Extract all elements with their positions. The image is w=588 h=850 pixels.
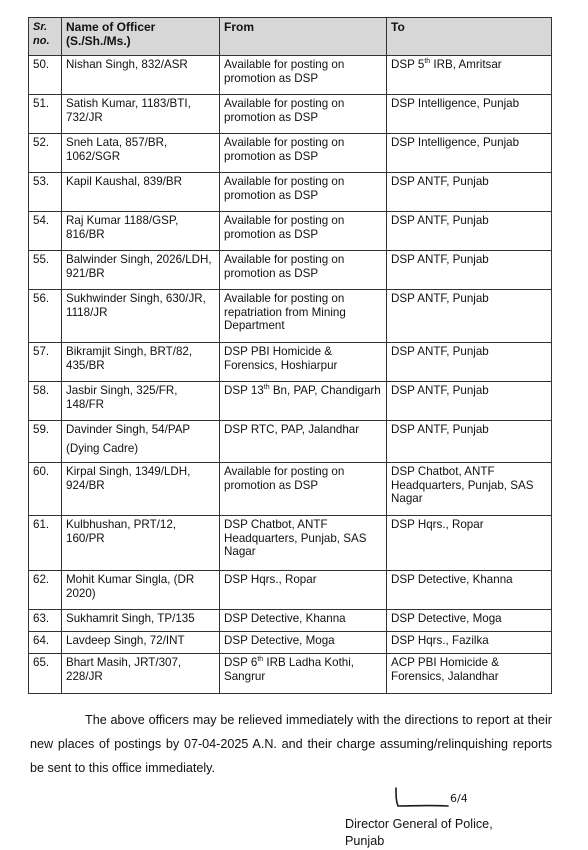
header-to: To <box>387 18 552 56</box>
cell-officer-name: Sneh Lata, 857/BR, 1062/SGR <box>62 134 220 173</box>
cell-officer-name: Sukhwinder Singh, 630/JR, 1118/JR <box>62 290 220 343</box>
cell-to: DSP ANTF, Punjab <box>387 382 552 421</box>
cell-to: DSP ANTF, Punjab <box>387 290 552 343</box>
cell-sr-no: 57. <box>29 343 62 382</box>
cell-to: DSP ANTF, Punjab <box>387 343 552 382</box>
cell-officer-name: Nishan Singh, 832/ASR <box>62 56 220 95</box>
cell-officer-name: Kapil Kaushal, 839/BR <box>62 173 220 212</box>
table-row <box>29 173 552 212</box>
table-row <box>29 632 552 654</box>
cell-to: DSP Intelligence, Punjab <box>387 95 552 134</box>
table-row <box>29 290 552 343</box>
table-row <box>29 421 552 463</box>
cell-sr-no: 50. <box>29 56 62 95</box>
cell-sr-no: 64. <box>29 632 62 654</box>
cell-from: Available for posting on promotion as DSP <box>220 251 387 290</box>
table-row <box>29 95 552 134</box>
cell-officer-name: Davinder Singh, 54/PAP (Dying Cadre) <box>62 421 220 463</box>
dying-cadre-note: (Dying Cadre) <box>66 441 139 455</box>
table-row <box>29 382 552 421</box>
cell-officer-name: Bikramjit Singh, BRT/82, 435/BR <box>62 343 220 382</box>
cell-sr-no: 56. <box>29 290 62 343</box>
cell-from: DSP PBI Homicide & Forensics, Hoshiarpur <box>220 343 387 382</box>
cell-sr-no: 59. <box>29 421 62 463</box>
cell-officer-name: Mohit Kumar Singla, (DR 2020) <box>62 571 220 610</box>
cell-officer-name: Sukhamrit Singh, TP/135 <box>62 610 220 632</box>
cell-sr-no: 53. <box>29 173 62 212</box>
signatory-state: Punjab <box>345 834 385 848</box>
cell-from: Available for posting on promotion as DSP <box>220 56 387 95</box>
cell-to: ACP PBI Homicide & Forensics, Jalandhar <box>387 654 552 694</box>
cell-from: DSP Detective, Khanna <box>220 610 387 632</box>
cell-to: DSP ANTF, Punjab <box>387 421 552 463</box>
cell-to: DSP Intelligence, Punjab <box>387 134 552 173</box>
cell-from: DSP Detective, Moga <box>220 632 387 654</box>
cell-officer-name: Kulbhushan, PRT/12, 160/PR <box>62 516 220 571</box>
table-row <box>29 516 552 571</box>
cell-to: DSP ANTF, Punjab <box>387 212 552 251</box>
table-row <box>29 571 552 610</box>
cell-sr-no: 60. <box>29 463 62 516</box>
cell-to: DSP Detective, Khanna <box>387 571 552 610</box>
signatory-designation: Director General of Police, <box>345 817 493 831</box>
table-row <box>29 463 552 516</box>
closing-paragraph: The above officers may be relieved immediately with the directions to report at their new places of postings by 07-04-2025 A.N. and their charge assuming/relinquishing reports be sent to this office immediately. <box>30 713 552 775</box>
cell-officer-name: Jasbir Singh, 325/FR, 148/FR <box>62 382 220 421</box>
cell-from: Available for posting on promotion as DSP <box>220 463 387 516</box>
cell-sr-no: 58. <box>29 382 62 421</box>
cell-officer-name: Kirpal Singh, 1349/LDH, 924/BR <box>62 463 220 516</box>
header-from: From <box>220 18 387 56</box>
cell-to: DSP ANTF, Punjab <box>387 251 552 290</box>
cell-to: DSP ANTF, Punjab <box>387 173 552 212</box>
table-row <box>29 134 552 173</box>
cell-to: DSP Hqrs., Ropar <box>387 516 552 571</box>
cell-from: Available for posting on promotion as DSP <box>220 212 387 251</box>
cell-sr-no: 65. <box>29 654 62 694</box>
cell-officer-name: Raj Kumar 1188/GSP, 816/BR <box>62 212 220 251</box>
table-row <box>29 212 552 251</box>
table-header-row <box>29 18 552 56</box>
handwritten-signature <box>390 784 480 814</box>
cell-from: DSP 13th Bn, PAP, Chandigarh <box>220 382 387 421</box>
cell-from: DSP Hqrs., Ropar <box>220 571 387 610</box>
cell-sr-no: 61. <box>29 516 62 571</box>
cell-sr-no: 62. <box>29 571 62 610</box>
signatory-block <box>345 816 493 850</box>
table-row <box>29 56 552 95</box>
postings-table <box>28 17 552 694</box>
cell-officer-name: Balwinder Singh, 2026/LDH, 921/BR <box>62 251 220 290</box>
cell-to: DSP Chatbot, ANTF Headquarters, Punjab, SAS Nagar <box>387 463 552 516</box>
cell-officer-name: Satish Kumar, 1183/BTI, 732/JR <box>62 95 220 134</box>
cell-sr-no: 55. <box>29 251 62 290</box>
table-row <box>29 610 552 632</box>
cell-from: Available for posting on repatriation from Mining Department <box>220 290 387 343</box>
cell-to: DSP Hqrs., Fazilka <box>387 632 552 654</box>
cell-officer-name: Lavdeep Singh, 72/INT <box>62 632 220 654</box>
cell-sr-no: 52. <box>29 134 62 173</box>
table-row <box>29 343 552 382</box>
table-row <box>29 251 552 290</box>
header-name-of-officer: Name of Officer (S./Sh./Ms.) <box>62 18 220 56</box>
cell-to: DSP 5th IRB, Amritsar <box>387 56 552 95</box>
cell-sr-no: 54. <box>29 212 62 251</box>
cell-officer-name: Bhart Masih, JRT/307, 228/JR <box>62 654 220 694</box>
table-row <box>29 654 552 694</box>
cell-sr-no: 63. <box>29 610 62 632</box>
cell-from: Available for posting on promotion as DSP <box>220 173 387 212</box>
cell-to: DSP Detective, Moga <box>387 610 552 632</box>
cell-from: Available for posting on promotion as DSP <box>220 134 387 173</box>
cell-from: DSP 6th IRB Ladha Kothi, Sangrur <box>220 654 387 694</box>
cell-from: DSP RTC, PAP, Jalandhar <box>220 421 387 463</box>
cell-from: Available for posting on promotion as DSP <box>220 95 387 134</box>
signature-date: 6/4 <box>450 792 468 805</box>
header-sr-no: Sr. no. <box>29 18 62 56</box>
cell-sr-no: 51. <box>29 95 62 134</box>
cell-from: DSP Chatbot, ANTF Headquarters, Punjab, SAS Nagar <box>220 516 387 571</box>
